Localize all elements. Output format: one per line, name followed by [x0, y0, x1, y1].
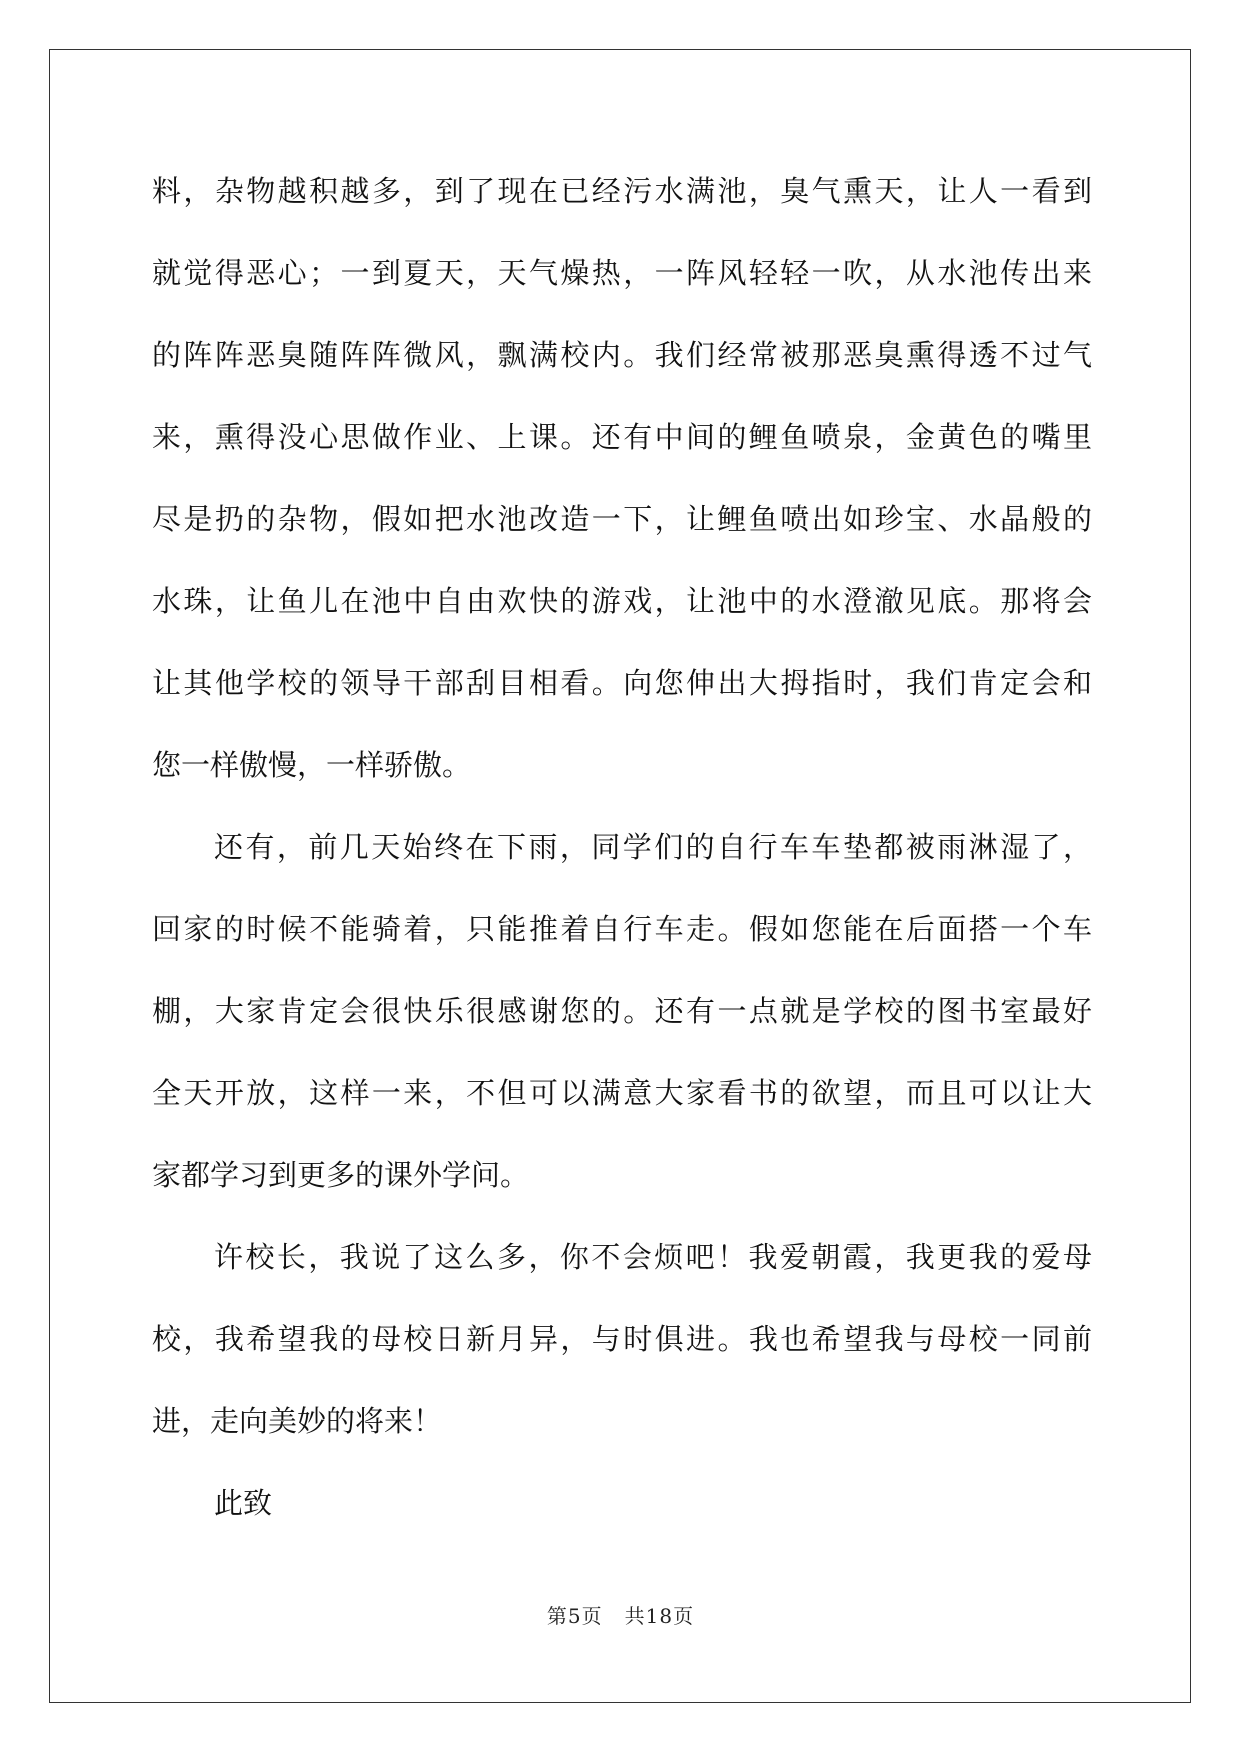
letter-body: [152, 158, 1095, 1552]
text-line-12: 全天开放，这样一来，不但可以满意大家看书的欲望，而且可以让大: [152, 1076, 1095, 1110]
page-footer: [0, 1600, 1241, 1629]
text-line-5: 尽是扔的杂物，假如把水池改造一下，让鲤鱼喷出如珍宝、水晶般的: [152, 502, 1095, 536]
page-number: 第5页: [546, 1604, 603, 1628]
page-total: 共18页: [624, 1604, 695, 1628]
text-line-17: 此致: [214, 1486, 273, 1520]
text-line-15: 校，我希望我的母校日新月异，与时俱进。我也希望我与母校一同前: [152, 1322, 1095, 1356]
text-line-2: 就觉得恶心；一到夏天，天气燥热，一阵风轻轻一吹，从水池传出来: [152, 256, 1095, 290]
text-line-16: 进，走向美妙的将来！: [152, 1404, 443, 1438]
text-line-14: 许校长，我说了这么多，你不会烦吧！我爱朝霞，我更我的爱母: [214, 1240, 1095, 1274]
text-line-10: 回家的时候不能骑着，只能推着自行车走。假如您能在后面搭一个车: [152, 912, 1095, 946]
text-line-8: 您一样傲慢，一样骄傲。: [152, 748, 472, 782]
text-line-7: 让其他学校的领导干部刮目相看。向您伸出大拇指时，我们肯定会和: [152, 666, 1095, 700]
text-line-1: 料，杂物越积越多，到了现在已经污水满池，臭气熏天，让人一看到: [152, 174, 1095, 208]
text-line-9: 还有，前几天始终在下雨，同学们的自行车车垫都被雨淋湿了，: [214, 830, 1095, 864]
text-line-11: 棚，大家肯定会很快乐很感谢您的。还有一点就是学校的图书室最好: [152, 994, 1095, 1028]
text-line-3: 的阵阵恶臭随阵阵微风，飘满校内。我们经常被那恶臭熏得透不过气: [152, 338, 1095, 372]
text-line-6: 水珠，让鱼儿在池中自由欢快的游戏，让池中的水澄澈见底。那将会: [152, 584, 1095, 618]
text-line-4: 来，熏得没心思做作业、上课。还有中间的鲤鱼喷泉，金黄色的嘴里: [152, 420, 1095, 454]
text-line-13: 家都学习到更多的课外学问。: [152, 1158, 530, 1192]
